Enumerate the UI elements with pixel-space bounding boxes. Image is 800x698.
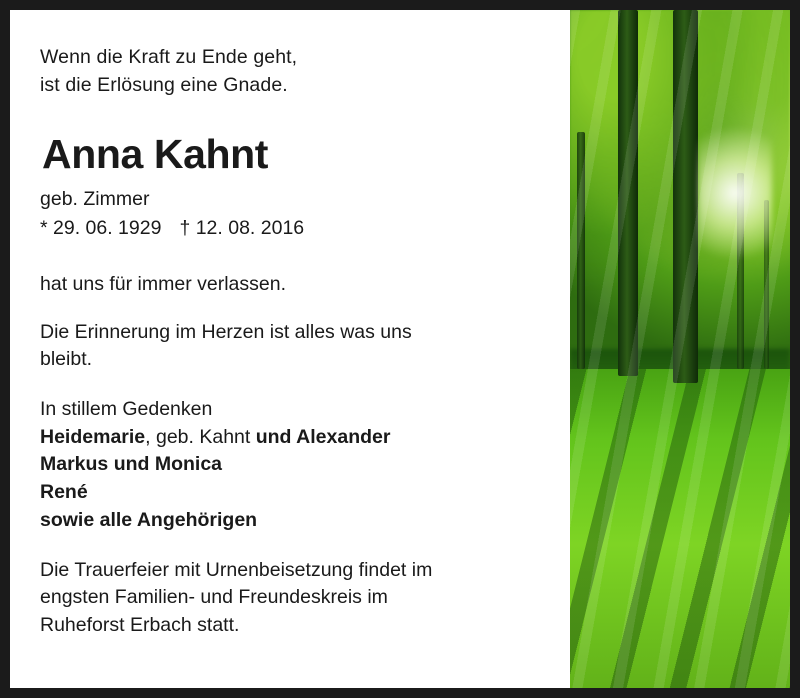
mourner-alexander: und Alexander [255,425,391,448]
mourner-heidemarie: Heidemarie [40,425,146,448]
notice-text-column [10,10,570,688]
epitaph [40,44,544,99]
mourners-line-4: sowie alle Angehörigen [40,508,258,531]
funeral-line-3: Ruheforst Erbach statt. [40,613,240,636]
death-date: † 12. 08. 2016 [179,216,305,239]
mourners-line-3: René [40,481,88,504]
epitaph-line-2: ist die Erlösung eine Gnade. [40,73,288,96]
mourners-intro: In stillem Gedenken [40,398,213,421]
passing-text: hat uns für immer verlassen. [40,273,287,296]
mourners-line-2: Markus und Monica [40,453,223,476]
mourners-line-1 [40,424,544,452]
funeral-details [40,557,544,640]
deceased-born-name: geb. Zimmer [40,188,150,211]
mourner-heidemarie-suffix: , geb. Kahnt [145,425,256,448]
memory-text [40,319,540,374]
funeral-line-2: engsten Familien- und Freundeskreis im [40,586,388,609]
memory-text-line-1: Die Erinnerung im Herzen ist alles was uns [40,320,412,343]
life-dates [40,215,544,241]
memory-text-line-2: bleibt. [40,348,93,371]
forest-photo [570,10,790,688]
epitaph-line-1: Wenn die Kraft zu Ende geht, [40,46,298,68]
birth-date: * 29. 06. 1929 [40,216,162,239]
funeral-line-1: Die Trauerfeier mit Urnenbeisetzung findet im [40,558,433,581]
mourners-block [40,396,544,534]
deceased-name: Anna Kahnt [42,131,269,178]
